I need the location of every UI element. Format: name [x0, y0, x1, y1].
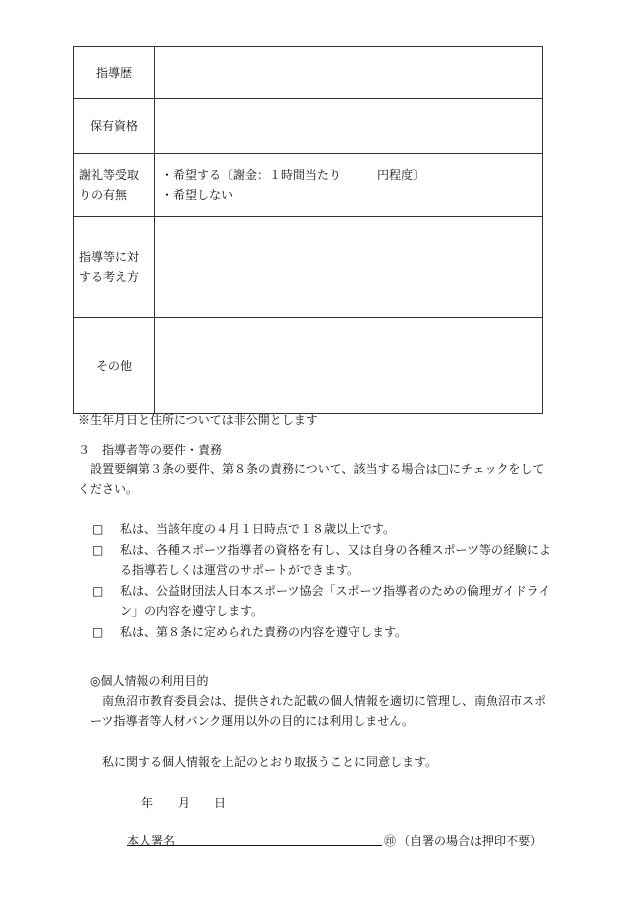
table-row — [74, 318, 543, 414]
signature-label: 本人署名 — [127, 834, 176, 848]
date-day[interactable]: 日 — [214, 796, 227, 810]
privacy-body-line: 南魚沼市教育委員会は、提供された記載の個人情報を適切に管理し、南魚沼市スポ — [102, 694, 547, 708]
honorarium-option-not-want[interactable]: ・希望しない — [161, 188, 234, 202]
requirement-item — [92, 581, 551, 601]
honorarium-option-want[interactable]: ・希望する〔謝金：１時間当たり 円程度〕 — [161, 168, 426, 182]
requirement-text: 私は、当該年度の４月１日時点で１８歳以上です。 — [120, 522, 396, 536]
requirement-text: 私は、第８条に定められた責務の内容を遵守します。 — [120, 625, 408, 639]
guidance-philosophy-field[interactable] — [155, 217, 543, 318]
table-row — [74, 47, 543, 99]
requirement-text: ン」の内容を遵守します。 — [120, 604, 264, 618]
privacy-heading: ◎個人情報の利用目的 — [90, 674, 209, 688]
row-label: 保有資格 — [74, 99, 155, 154]
date-year[interactable]: 年 — [141, 796, 154, 810]
row-label: その他 — [74, 318, 155, 414]
signature-field[interactable] — [127, 845, 382, 846]
checkbox[interactable]: □ — [92, 584, 104, 598]
requirement-item — [92, 519, 396, 539]
requirement-item — [92, 540, 552, 560]
checkbox[interactable]: □ — [92, 522, 104, 536]
consent-statement: 私に関する個人情報を上記のとおり取扱うことに同意します。 — [102, 755, 438, 769]
row-label-line: する考え方 — [79, 270, 140, 284]
seal-note: （自署の場合は押印不要） — [398, 834, 543, 848]
row-label-line: りの有無 — [79, 188, 128, 202]
date-month[interactable]: 月 — [178, 796, 191, 810]
requirement-text: 私は、各種スポーツ指導者の資格を有し、又は自身の各種スポーツ等の経験によ — [120, 543, 552, 557]
privacy-note: ※生年月日と住所については非公開とします — [78, 413, 318, 427]
section-intro-line: 設置要綱第３条の要件、第８条の責務について、該当する場合は□にチェックをして — [90, 462, 545, 476]
table-row — [74, 217, 543, 318]
row-label-line: 謝礼等受取 — [79, 168, 140, 182]
section-intro-line: ください。 — [78, 482, 139, 496]
applicant-info-table — [73, 46, 543, 414]
other-field[interactable] — [155, 318, 543, 414]
requirement-text: る指導若しくは運営のサポートができます。 — [120, 563, 360, 577]
requirement-text: 私は、公益財団法人日本スポーツ協会「スポーツ指導者のための倫理ガイドライ — [120, 584, 551, 598]
checkbox[interactable]: □ — [92, 625, 104, 639]
checkbox[interactable]: □ — [92, 543, 104, 557]
row-label-line: 指導等に対 — [79, 250, 140, 264]
table-row — [74, 154, 543, 217]
guidance-history-field[interactable] — [155, 47, 543, 99]
table-row — [74, 99, 543, 154]
honorarium-field[interactable] — [155, 154, 543, 217]
section-heading: ３ 指導者等の要件・責務 — [78, 443, 223, 457]
row-label — [74, 217, 155, 318]
seal-mark: ㊞ — [384, 834, 397, 848]
row-label — [74, 154, 155, 217]
qualifications-field[interactable] — [155, 99, 543, 154]
requirement-item — [92, 622, 408, 642]
privacy-body-line: ーツ指導者等人材バンク運用以外の目的には利用しません。 — [90, 714, 415, 728]
row-label: 指導歴 — [74, 47, 155, 99]
